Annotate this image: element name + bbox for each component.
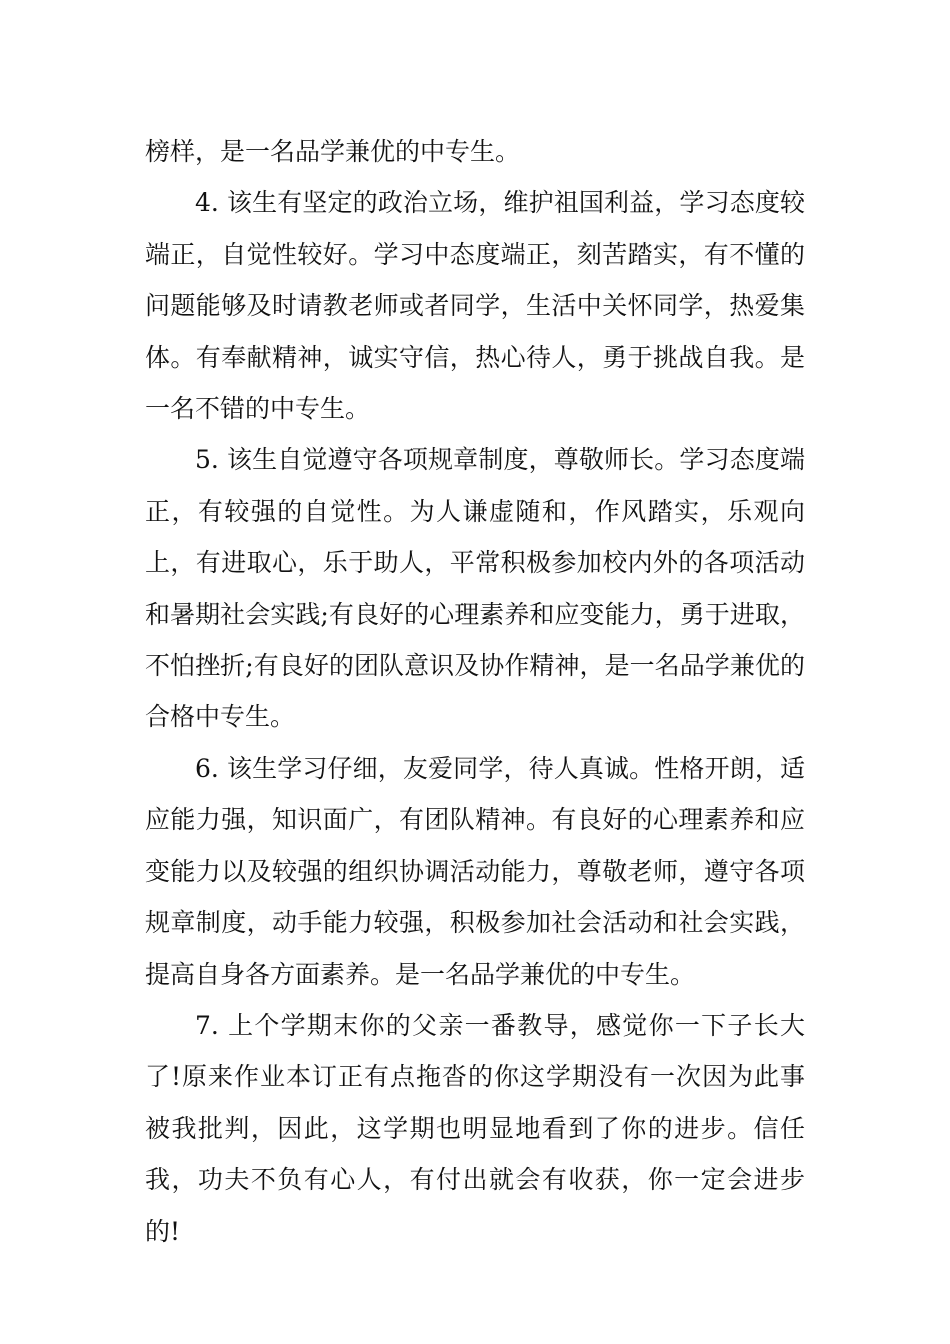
paragraph-item-4: 4. 该生有坚定的政治立场，维护祖国利益，学习态度较端正，自觉性较好。学习中态度端正，刻苦踏实，有不懂的问题能够及时请教老师或者同学，生活中关怀同学，热爱集体。有奉献精神，诚实守信，热心待人，勇于挑战自我。是一名不错的中专生。 xyxy=(145,188,805,424)
paragraph-item-7: 7. 上个学期末你的父亲一番教导，感觉你一下子长大了!原来作业本订正有点拖沓的你这学期没有一次因为此事被我批判，因此，这学期也明显地看到了你的进步。信任我，功夫不负有心人，有付出就会有收获，你一定会进步的! xyxy=(145,1010,805,1246)
document-body xyxy=(145,126,805,1257)
paragraph-item-5: 5. 该生自觉遵守各项规章制度，尊敬师长。学习态度端正，有较强的自觉性。为人谦虚随和，作风踏实，乐观向上，有进取心，乐于助人，平常积极参加校内外的各项活动和暑期社会实践;有良好的心理素养和应变能力，勇于进取，不怕挫折;有良好的团队意识及协作精神，是一名品学兼优的合格中专生。 xyxy=(145,445,805,732)
paragraph-item-6: 6. 该生学习仔细，友爱同学，待人真诚。性格开朗，适应能力强，知识面广，有团队精神。有良好的心理素养和应变能力以及较强的组织协调活动能力，尊敬老师，遵守各项规章制度，动手能力较强，积极参加社会活动和社会实践，提高自身各方面素养。是一名品学兼优的中专生。 xyxy=(145,753,805,989)
paragraph-continuation: 榜样，是一名品学兼优的中专生。 xyxy=(145,137,521,166)
